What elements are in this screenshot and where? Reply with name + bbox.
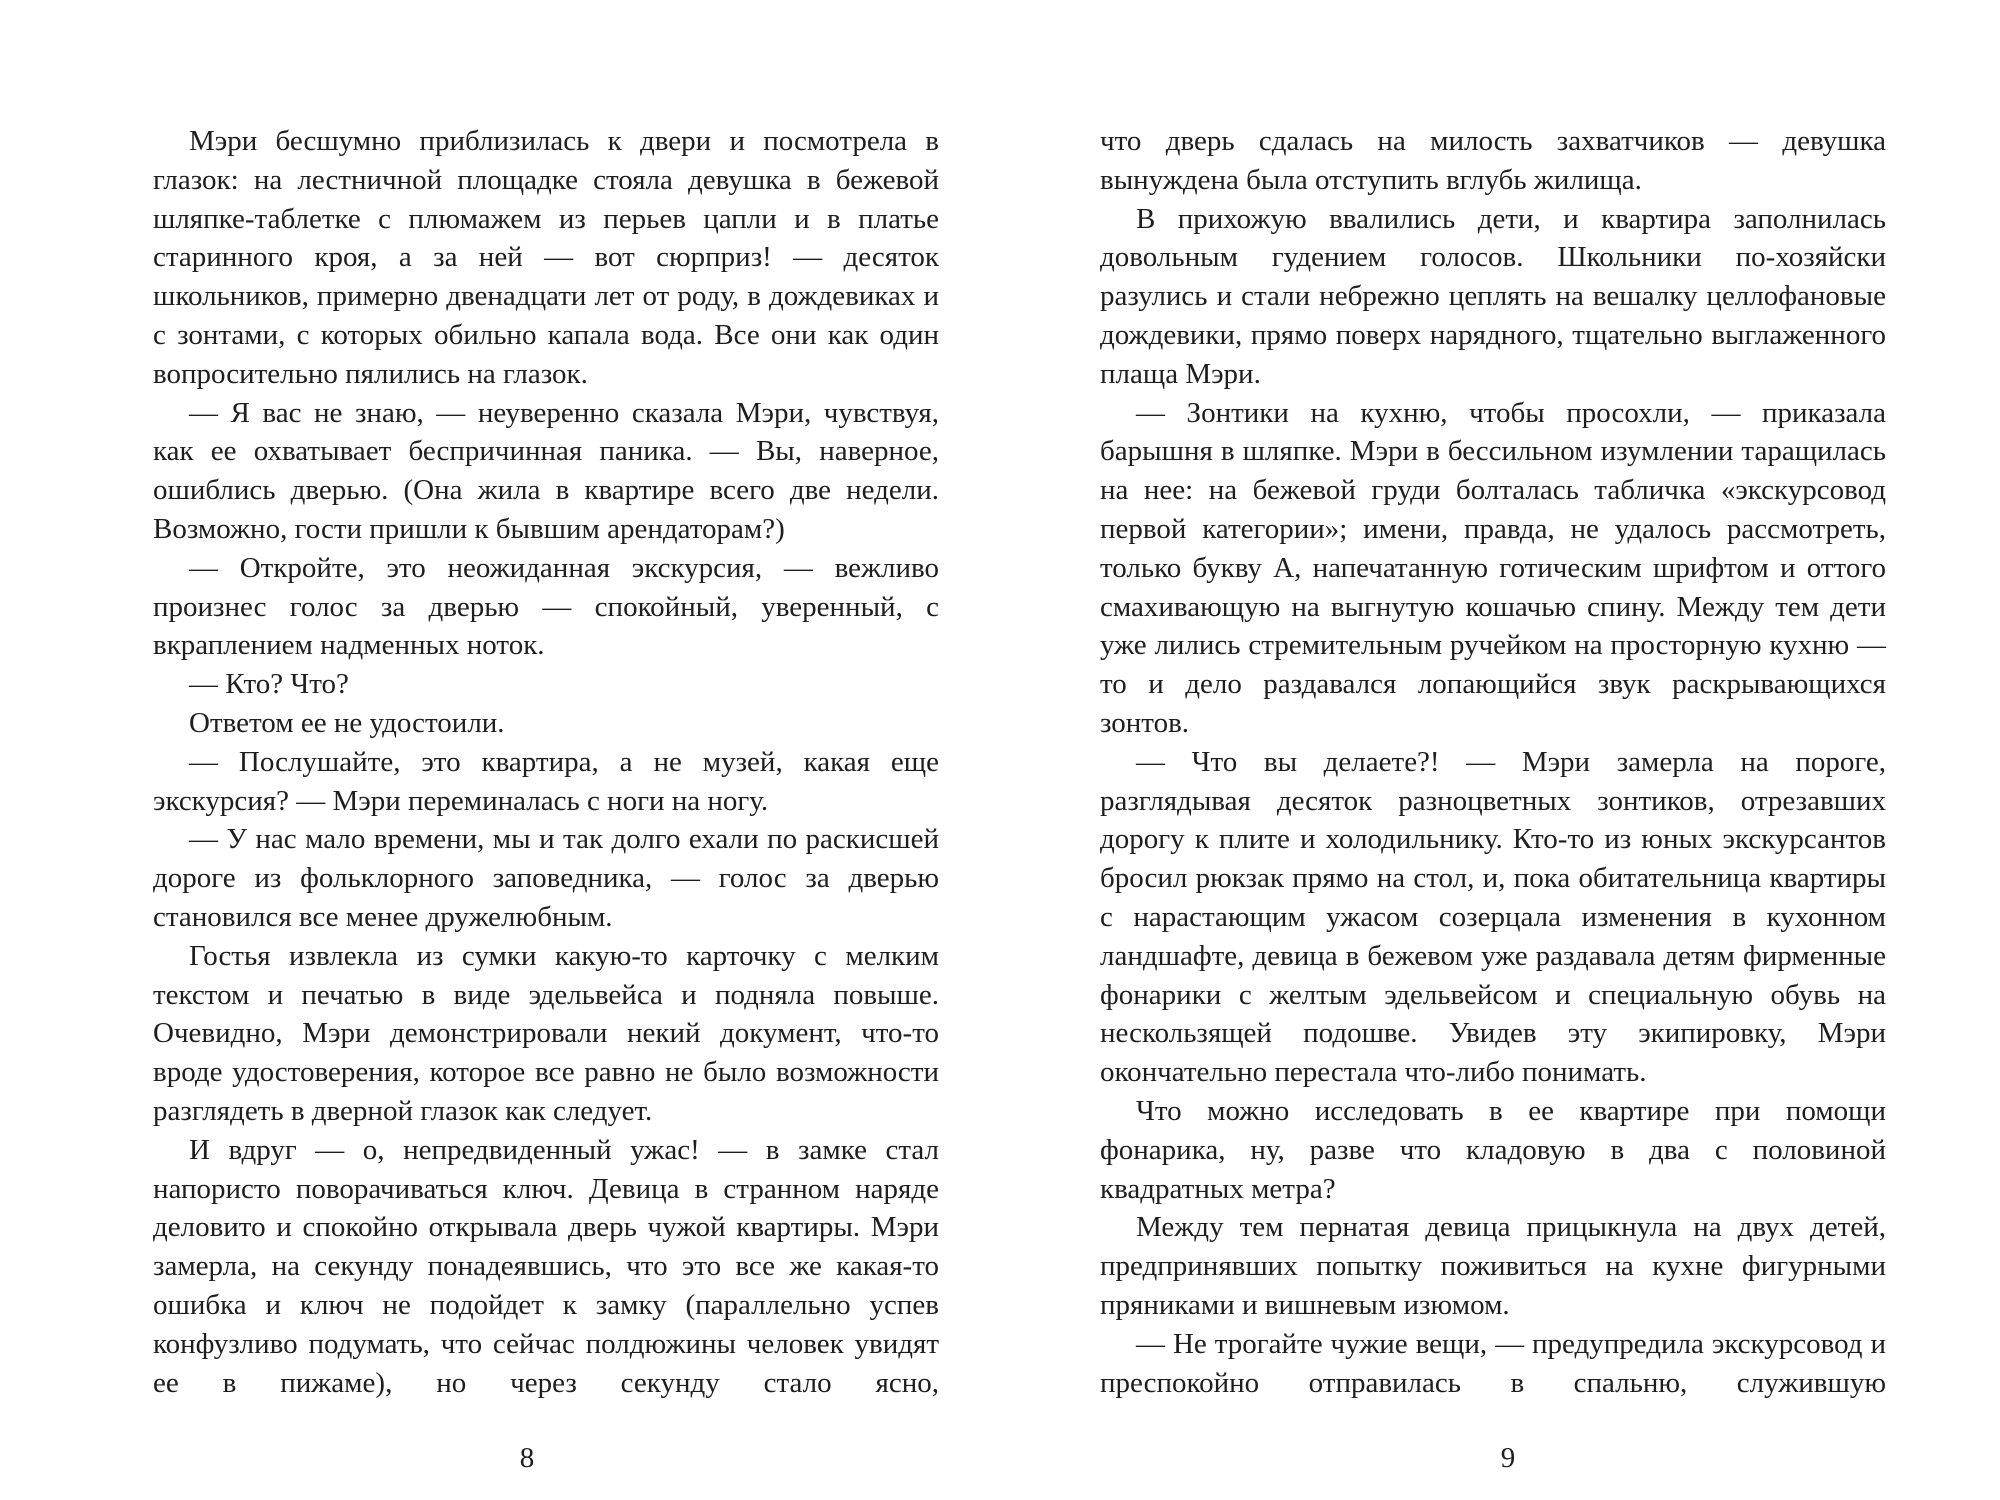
paragraph: И вдруг — о, непредвиденный ужас! — в замке стал напористо поворачиваться ключ. Девица в странном наряде деловито и спокойно открывала дверь чужой квартиры. Мэри замерла, на секунду понадеявшись, что это все же какая-то ошибка и ключ не подойдет к замку (параллельно успев конфузливо подумать, что сейчас полдюжины человек увидят ее в пижаме), но через секунду стало ясно, [153,1133,939,1399]
paragraph: — Послушайте, это квартира, а не музей, какая еще экскурсия? — Мэри переминалась с ноги на ногу. [153,745,939,817]
paragraph: — У нас мало времени, мы и так долго ехали по раскисшей дороге из фольклорного заповедника, — голос за дверью становился все менее дружелюбным. [153,823,939,933]
paragraph: Между тем пернатая девица прицыкнула на двух детей, предпринявших попытку поживиться на кухне фигурными пряниками и вишневым изюмом. [1100,1211,1886,1321]
paragraph: Ответом ее не удостоили. [189,706,505,739]
paragraph: — Что вы делаете?! — Мэри замерла на пороге, разглядывая десяток разноцветных зонтиков, отрезавших дорогу к плите и холодильнику. Кто-то из юных экскурсантов бросил рюкзак прямо на стол, и, пока обитательница квартиры с нарастающим ужасом созерцала изменения в кухонном ландшафте, девица в бежевом уже раздавала детям фирменные фонарики с желтым эдельвейсом и специальную обувь на нескользящей подошве. Увидев эту экипировку, Мэри окончательно перестала что-либо понимать. [1100,745,1886,1089]
paragraph: — Кто? Что? [189,668,349,701]
paragraph: Мэри бесшумно приблизилась к двери и посмотрела в глазок: на лестничной площадке стояла девушка в бежевой шляпке-таблетке с плюмажем из перьев цапли и в платье старинного кроя, а за ней — вот сюрприз! — десяток школьников, примерно двенадцати лет от роду, в дождевиках и с зонтами, с которых обильно капала вода. Все они как один вопросительно пялились на глазок. [153,125,939,390]
paragraph: — Зонтики на кухню, чтобы просохли, — приказала барышня в шляпке. Мэри в бессильном изумлении таращилась на нее: на бежевой груди болталась табличка «экскурсовод первой категории»; имени, правда, не удалось рассмотреть, только букву А, напечатанную готическим шрифтом и оттого смахивающую на выгнутую кошачью спину. Между тем дети уже лились стремительным ручейком на просторную кухню — то и дело раздавался лопающийся звук раскрывающихся зонтов. [1100,396,1886,739]
right-page [1000,0,2000,1500]
continued-paragraph: что дверь сдалась на милость захватчиков — девушка вынуждена была отступить вглубь жилища. [1100,125,1886,196]
right-page-text [1100,122,1886,1402]
page-number: 8 [519,1442,535,1474]
paragraph: — Откройте, это неожиданная экскурсия, — вежливо произнес голос за дверью — спокойный, уверенный, с вкраплением надменных ноток. [153,551,939,662]
paragraph: — Я вас не знаю, — неуверенно сказала Мэри, чувствуя, как ее охватывает беспричинная паника. — Вы, наверное, ошиблись дверью. (Она жила в квартире всего две недели. Возможно, гости пришли к бывшим арендаторам?) [153,396,939,545]
paragraph: В прихожую ввалились дети, и квартира заполнилась довольным гудением голосов. Школьники по-хозяйски разулись и стали небрежно цеплять на вешалку целлофановые дождевики, прямо поверх нарядного, тщательно выглаженного плаща Мэри. [1100,202,1886,390]
paragraph: Гостья извлекла из сумки какую-то карточку с мелким текстом и печатью в виде эдельвейса и подняла повыше. Очевидно, Мэри демонстрировали некий документ, что-то вроде удостоверения, которое все равно не было возможности разглядеть в дверной глазок как следует. [153,939,939,1127]
paragraph: — Не трогайте чужие вещи, — предупредила экскурсовод и преспокойно отправилась в спальню, служившую [1100,1327,1886,1399]
left-page-text [153,122,939,1402]
paragraph: Что можно исследовать в ее квартире при помощи фонарика, ну, разве что кладовую в два с половиной квадратных метра? [1100,1094,1886,1205]
page-number: 9 [1500,1442,1516,1474]
